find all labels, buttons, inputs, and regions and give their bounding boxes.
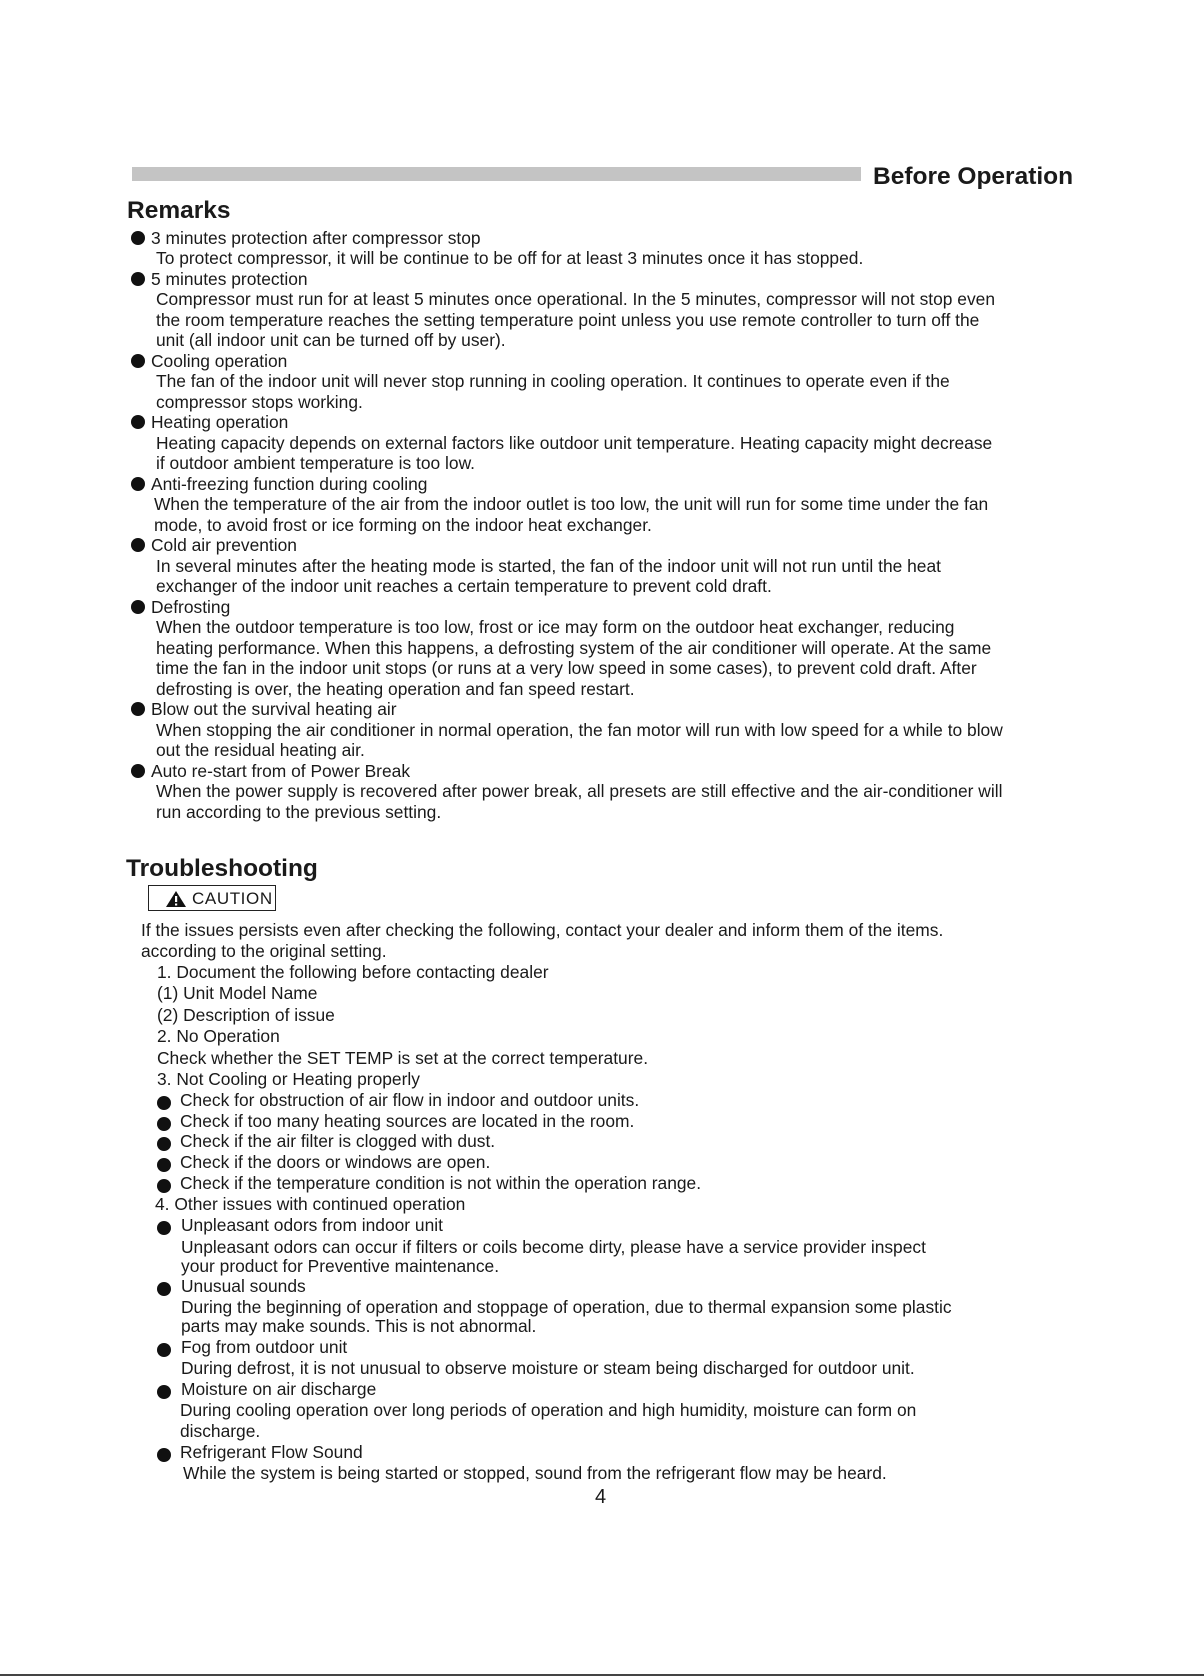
- step-4-heading: Unusual sounds: [181, 1276, 306, 1296]
- remark-heading: Auto re-start from of Power Break: [131, 761, 410, 782]
- bullet-icon: [157, 1137, 171, 1151]
- bullet-icon: [131, 231, 145, 245]
- bullet-icon: [157, 1158, 171, 1172]
- remark-heading: Anti-freezing function during cooling: [131, 474, 427, 495]
- troubleshooting-intro: according to the original setting.: [141, 941, 387, 961]
- bullet-icon: [157, 1282, 171, 1296]
- remark-text: exchanger of the indoor unit reaches a certain temperature to prevent cold draft.: [156, 576, 772, 596]
- step-1-item: (1) Unit Model Name: [157, 983, 318, 1003]
- step-4-text: During the beginning of operation and stoppage of operation, due to thermal expansion some plastic: [181, 1297, 952, 1317]
- bullet-icon: [131, 764, 145, 778]
- remark-text: mode, to avoid frost or ice forming on the indoor heat exchanger.: [154, 515, 652, 535]
- bullet-icon: [131, 415, 145, 429]
- remark-text: When the outdoor temperature is too low, frost or ice may form on the outdoor heat exchanger, reducing: [156, 617, 955, 637]
- step-4-text: your product for Preventive maintenance.: [181, 1256, 500, 1276]
- remark-text: Heating capacity depends on external factors like outdoor unit temperature. Heating capacity might decrease: [156, 433, 993, 453]
- header-rule: [132, 167, 861, 181]
- troubleshooting-title: Troubleshooting: [126, 855, 318, 882]
- remark-heading: Cooling operation: [131, 351, 287, 372]
- bullet-icon: [157, 1179, 171, 1193]
- remarks-title: Remarks: [127, 197, 231, 224]
- remark-text: When the temperature of the air from the indoor outlet is too low, the unit will run for some time under the fan: [154, 494, 989, 514]
- step-3-bullet: Check if the doors or windows are open.: [180, 1152, 491, 1172]
- step-4-text: While the system is being started or stopped, sound from the refrigerant flow may be heard.: [183, 1463, 887, 1483]
- troubleshooting-intro: If the issues persists even after checking the following, contact your dealer and inform them of the items.: [141, 920, 944, 940]
- remark-text: defrosting is over, the heating operation and fan speed restart.: [156, 679, 635, 699]
- step-4-heading: Unpleasant odors from indoor unit: [181, 1215, 443, 1235]
- remark-heading: Heating operation: [131, 412, 288, 433]
- remark-text: run according to the previous setting.: [156, 802, 442, 822]
- remark-text: out the residual heating air.: [156, 740, 365, 760]
- remark-text: To protect compressor, it will be continue to be off for at least 3 minutes once it has stopped.: [156, 248, 864, 268]
- remark-text: In several minutes after the heating mode is started, the fan of the indoor unit will not run until the heat: [156, 556, 941, 576]
- bullet-icon: [131, 600, 145, 614]
- bullet-icon: [131, 354, 145, 368]
- step-4-text: parts may make sounds. This is not abnormal.: [181, 1316, 537, 1336]
- step-3-bullet: Check if the temperature condition is not within the operation range.: [180, 1173, 702, 1193]
- bullet-icon: [157, 1343, 171, 1357]
- step-4-heading: Refrigerant Flow Sound: [180, 1442, 363, 1462]
- bullet-icon: [157, 1385, 171, 1399]
- remark-heading: 5 minutes protection: [131, 269, 308, 290]
- bullet-icon: [157, 1117, 171, 1131]
- caution-text: CAUTION: [192, 889, 273, 908]
- remark-text: Compressor must run for at least 5 minutes once operational. In the 5 minutes, compressor will not stop even: [156, 289, 996, 309]
- bullet-icon: [157, 1096, 171, 1110]
- step-2-title: 2. No Operation: [157, 1026, 280, 1046]
- step-3-title: 3. Not Cooling or Heating properly: [157, 1069, 420, 1089]
- warning-icon: [165, 890, 187, 913]
- caution-label-box: [148, 885, 276, 911]
- step-2-text: Check whether the SET TEMP is set at the correct temperature.: [157, 1048, 649, 1068]
- step-1-item: (2) Description of issue: [157, 1005, 335, 1025]
- bullet-icon: [131, 538, 145, 552]
- step-3-bullet: Check if the air filter is clogged with dust.: [180, 1131, 496, 1151]
- bullet-icon: [157, 1221, 171, 1235]
- bullet-icon: [131, 272, 145, 286]
- step-4-text: During defrost, it is not unusual to observe moisture or steam being discharged for outdoor unit.: [181, 1358, 915, 1378]
- remark-heading: Defrosting: [131, 597, 230, 618]
- step-4-text: During cooling operation over long periods of operation and high humidity, moisture can form on: [180, 1400, 917, 1420]
- remark-text: if outdoor ambient temperature is too low.: [156, 453, 476, 473]
- remark-text: The fan of the indoor unit will never stop running in cooling operation. It continues to operate even if the: [156, 371, 950, 391]
- bullet-icon: [131, 702, 145, 716]
- page-bottom-rule: [0, 1674, 1204, 1676]
- step-3-bullet: Check if too many heating sources are located in the room.: [180, 1111, 635, 1131]
- step-4-heading: Fog from outdoor unit: [181, 1337, 348, 1357]
- remark-text: time the fan in the indoor unit stops (or runs at a very low speed in some cases), to prevent cold draft. After: [156, 658, 977, 678]
- remark-text: heating performance. When this happens, a defrosting system of the air conditioner will operate. At the same: [156, 638, 992, 658]
- remark-text: When the power supply is recovered after power break, all presets are still effective and the air-conditioner will: [156, 781, 1003, 801]
- remark-heading: Blow out the survival heating air: [131, 699, 397, 720]
- step-4-text: Unpleasant odors can occur if filters or coils become dirty, please have a service provider inspect: [181, 1237, 926, 1257]
- remark-heading: Cold air prevention: [131, 535, 297, 556]
- remark-heading: 3 minutes protection after compressor stop: [131, 228, 481, 249]
- step-4-text: discharge.: [180, 1421, 261, 1441]
- step-4-title: 4. Other issues with continued operation: [155, 1194, 466, 1214]
- remark-text: When stopping the air conditioner in normal operation, the fan motor will run with low speed for a while to blow: [156, 720, 1003, 740]
- step-1-title: 1. Document the following before contacting dealer: [157, 962, 549, 982]
- step-3-bullet: Check for obstruction of air flow in indoor and outdoor units.: [180, 1090, 640, 1110]
- remark-text: compressor stops working.: [156, 392, 363, 412]
- page-number: 4: [595, 1486, 607, 1508]
- step-4-heading: Moisture on air discharge: [181, 1379, 377, 1399]
- section-header-title: Before Operation: [873, 163, 1074, 190]
- remark-text: the room temperature reaches the setting temperature point unless you use remote controller to turn off the: [156, 310, 980, 330]
- bullet-icon: [131, 477, 145, 491]
- bullet-icon: [157, 1448, 171, 1462]
- remark-text: unit (all indoor unit can be turned off by user).: [156, 330, 506, 350]
